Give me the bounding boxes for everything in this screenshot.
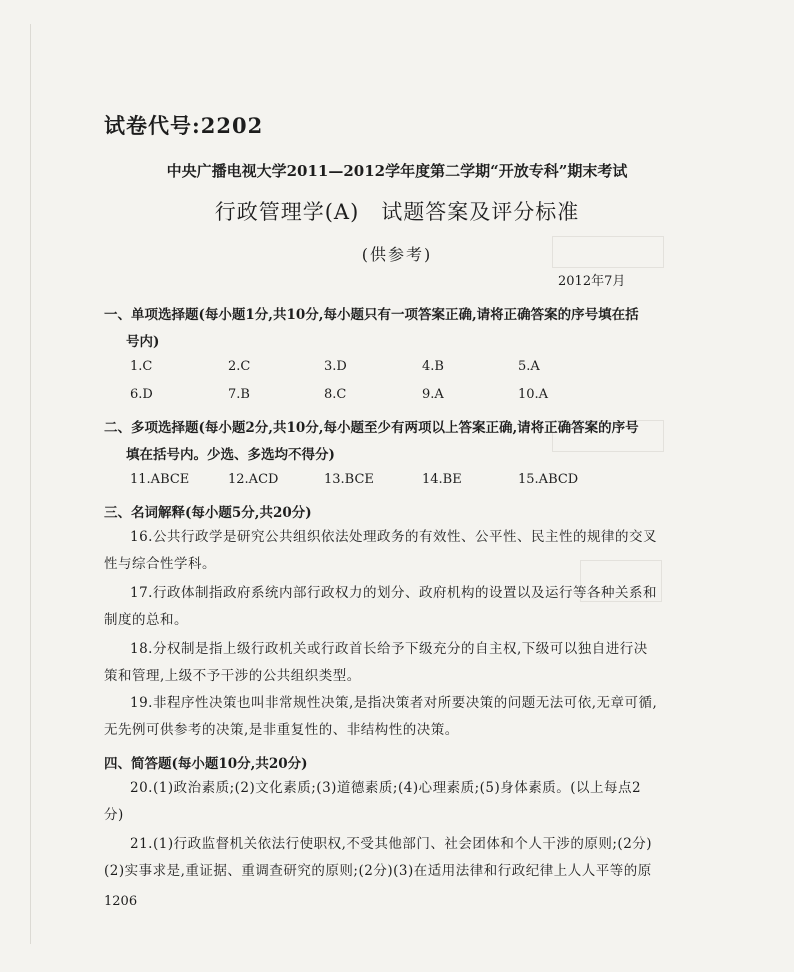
section-1-heading: 一、单项选择题(每小题1分,共10分,每小题只有一项答案正确,请将正确答案的序号填在括 — [104, 307, 639, 323]
answer-5: 5.A — [518, 359, 540, 374]
paper-code: 试卷代号:2202 — [104, 113, 264, 138]
subject-title: 行政管理学(A) 试题答案及评分标准 — [214, 200, 580, 224]
answer-11: 11.ABCE — [130, 472, 190, 487]
answer-7: 7.B — [228, 387, 250, 402]
short-answer-21: 21.(1)行政监督机关依法行使职权,不受其他部门、社会团体和个人干涉的原则;(2分)(2)实事求是,重证据、重调查研究的原则;(2分)(3)在适用法律和行政纪律上人人平等的原 — [104, 836, 653, 879]
section-4-heading: 四、简答题(每小题10分,共20分) — [104, 756, 308, 772]
section-3-heading: 三、名词解释(每小题5分,共20分) — [104, 505, 312, 521]
answer-6: 6.D — [130, 387, 153, 402]
section-2-heading: 二、多项选择题(每小题2分,共10分,每小题至少有两项以上答案正确,请将正确答案的序号 — [104, 420, 639, 436]
for-reference-label: (供参考) — [361, 245, 433, 264]
answer-10: 10.A — [518, 387, 549, 402]
answer-3: 3.D — [324, 359, 347, 374]
answer-8: 8.C — [324, 387, 347, 402]
answer-9: 9.A — [422, 387, 444, 402]
answer-14: 14.BE — [422, 472, 462, 487]
definition-18: 18.分权制是指上级行政机关或行政首长给予下级充分的自主权,下级可以独自进行决策和管理,上级不予干涉的公共组织类型。 — [104, 641, 648, 684]
answer-15: 15.ABCD — [518, 472, 579, 487]
answer-13: 13.BCE — [324, 472, 374, 487]
page-number: 1206 — [104, 894, 138, 909]
answer-1: 1.C — [130, 359, 153, 374]
exam-title: 中央广播电视大学2011—2012学年度第二学期“开放专科”期末考试 — [166, 162, 628, 180]
definition-19: 19.非程序性决策也叫非常规性决策,是指决策者对所要决策的问题无法可依,无章可循,无先例可供参考的决策,是非重复性的、非结构性的决策。 — [104, 695, 658, 738]
answer-12: 12.ACD — [228, 472, 279, 487]
short-answer-20: 20.(1)政治素质;(2)文化素质;(3)道德素质;(4)心理素质;(5)身体素质。(以上每点2分) — [104, 780, 642, 823]
answer-2: 2.C — [228, 359, 251, 374]
answer-4: 4.B — [422, 359, 444, 374]
section-1-heading-cont: 号内) — [126, 334, 160, 350]
definition-16: 16.公共行政学是研究公共组织依法处理政务的有效性、公平性、民主性的规律的交叉性与综合性学科。 — [104, 529, 657, 572]
section-2-heading-cont: 填在括号内。少选、多选均不得分) — [126, 447, 335, 463]
exam-date: 2012年7月 — [558, 274, 626, 289]
definition-17: 17.行政体制指政府系统内部行政权力的划分、政府机构的设置以及运行等各种关系和制度的总和。 — [104, 585, 657, 628]
